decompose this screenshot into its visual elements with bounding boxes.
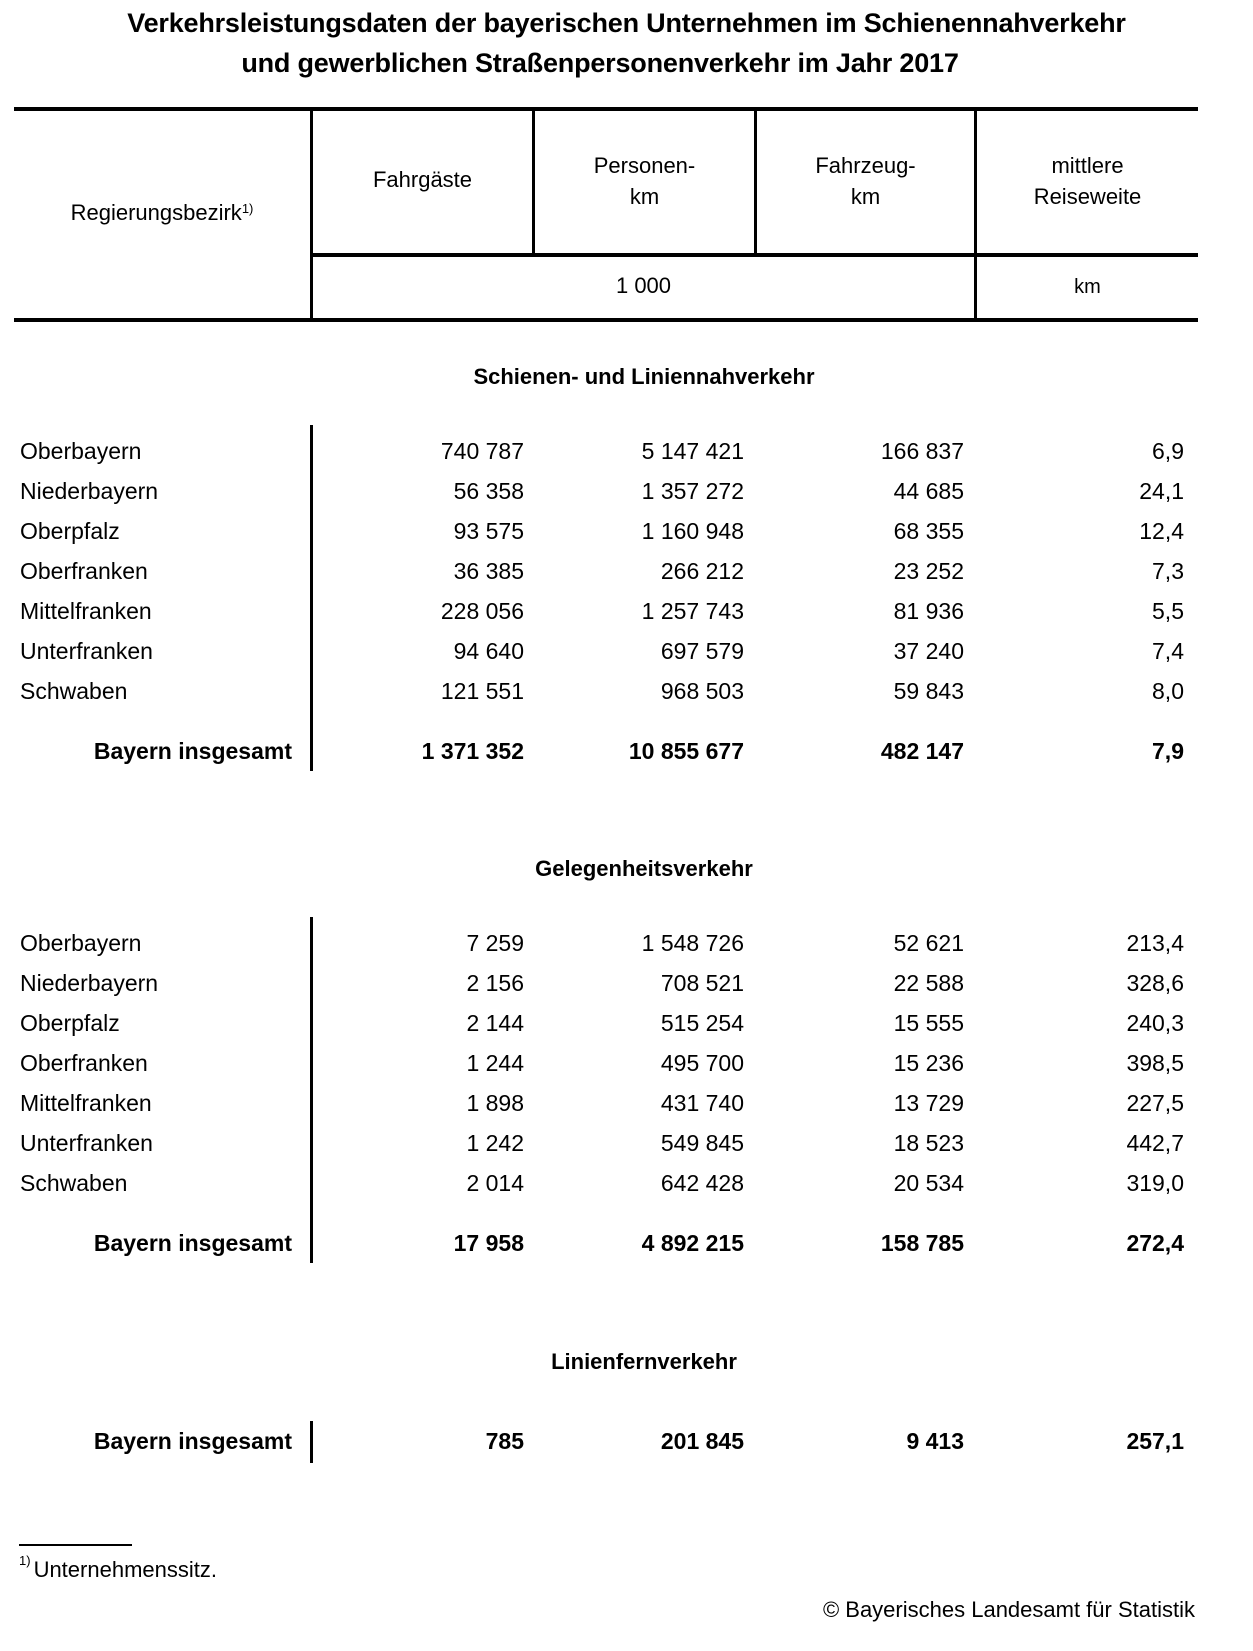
cell-fahrgaeste: 36 385: [453, 558, 524, 584]
cell-fahrzeug-km: 166 837: [880, 438, 964, 464]
footnote-rule: [19, 1544, 132, 1546]
document-title-line-1: Verkehrsleistungsdaten der bayerischen Unternehmen im Schienennahverkehr: [127, 8, 1126, 38]
table-row: [0, 518, 1253, 548]
cell-fahrzeug-km: 15 555: [893, 1010, 964, 1036]
row-label: Schwaben: [20, 678, 128, 704]
cell-fahrgaeste: 740 787: [440, 438, 524, 464]
cell-mittlere-reiseweite: 7,3: [1152, 558, 1184, 584]
cell-fahrzeug-km: 59 843: [893, 678, 964, 704]
cell-mittlere-reiseweite: 6,9: [1152, 438, 1184, 464]
cell-personen-km: 201 845: [660, 1428, 744, 1454]
cell-fahrzeug-km: 18 523: [893, 1130, 964, 1156]
cell-fahrzeug-km: 158 785: [880, 1230, 964, 1256]
cell-personen-km: 1 548 726: [641, 930, 744, 956]
table-row: [0, 1050, 1253, 1080]
cell-fahrgaeste: 785: [485, 1428, 524, 1454]
cell-mittlere-reiseweite: 24,1: [1139, 478, 1184, 504]
total-row: [0, 1230, 1253, 1260]
cell-mittlere-reiseweite: 398,5: [1126, 1050, 1184, 1076]
cell-mittlere-reiseweite: 272,4: [1126, 1230, 1184, 1256]
cell-fahrzeug-km: 482 147: [880, 738, 964, 764]
cell-personen-km: 1 357 272: [641, 478, 744, 504]
cell-personen-km: 642 428: [660, 1170, 744, 1196]
cell-personen-km: 515 254: [660, 1010, 744, 1036]
cell-mittlere-reiseweite: 328,6: [1126, 970, 1184, 996]
header-bottom-rule: [14, 318, 1198, 322]
cell-mittlere-reiseweite: 319,0: [1126, 1170, 1184, 1196]
cell-fahrzeug-km: 15 236: [893, 1050, 964, 1076]
table-row: [0, 1170, 1253, 1200]
header-col-3-line2: km: [850, 184, 881, 209]
cell-fahrgaeste: 2 156: [466, 970, 524, 996]
cell-fahrzeug-km: 22 588: [893, 970, 964, 996]
cell-fahrgaeste: 1 242: [466, 1130, 524, 1156]
cell-personen-km: 549 845: [660, 1130, 744, 1156]
cell-mittlere-reiseweite: 7,4: [1152, 638, 1184, 664]
cell-personen-km: 968 503: [660, 678, 744, 704]
cell-fahrzeug-km: 44 685: [893, 478, 964, 504]
table-row: [0, 930, 1253, 960]
row-label: Oberbayern: [20, 930, 142, 956]
table-row: [0, 598, 1253, 628]
row-label: Unterfranken: [20, 638, 153, 664]
cell-mittlere-reiseweite: 12,4: [1139, 518, 1184, 544]
table-row: [0, 478, 1253, 508]
cell-personen-km: 5 147 421: [641, 438, 744, 464]
row-label: Oberpfalz: [20, 518, 120, 544]
unit-thousand: 1 000: [615, 273, 672, 298]
cell-fahrzeug-km: 37 240: [893, 638, 964, 664]
unit-km: km: [1074, 276, 1101, 298]
copyright: © Bayerisches Landesamt für Statistik: [822, 1597, 1195, 1622]
table-row: [0, 438, 1253, 468]
section-title: Schienen- und Liniennahverkehr: [473, 364, 815, 389]
cell-mittlere-reiseweite: 442,7: [1126, 1130, 1184, 1156]
cell-fahrgaeste: 2 144: [466, 1010, 524, 1036]
cell-mittlere-reiseweite: 257,1: [1126, 1428, 1184, 1454]
cell-fahrgaeste: 17 958: [453, 1230, 524, 1256]
row-label: Niederbayern: [20, 970, 159, 996]
cell-fahrzeug-km: 9 413: [906, 1428, 964, 1454]
cell-fahrgaeste: 1 244: [466, 1050, 524, 1076]
table-row: [0, 970, 1253, 1000]
row-label: Mittelfranken: [20, 1090, 152, 1116]
footnote-marker: 1): [19, 1553, 31, 1568]
cell-personen-km: 266 212: [660, 558, 744, 584]
cell-fahrgaeste: 56 358: [453, 478, 524, 504]
cell-fahrgaeste: 94 640: [453, 638, 524, 664]
table-row: [0, 1130, 1253, 1160]
document-title-line-2: und gewerblichen Straßenpersonenverkehr im Jahr 2017: [241, 48, 959, 78]
cell-mittlere-reiseweite: 5,5: [1152, 598, 1184, 624]
header-col-personen-km: [535, 150, 754, 212]
cell-personen-km: 431 740: [660, 1090, 744, 1116]
cell-fahrzeug-km: 68 355: [893, 518, 964, 544]
header-col-4-line1: mittlere: [1051, 153, 1124, 178]
header-col-reiseweite: [977, 150, 1198, 212]
row-label: Bayern insgesamt: [93, 1428, 292, 1454]
cell-personen-km: 10 855 677: [628, 738, 744, 764]
cell-personen-km: 697 579: [660, 638, 744, 664]
header-col-1-line1: Fahrgäste: [372, 167, 473, 192]
cell-fahrzeug-km: 81 936: [893, 598, 964, 624]
footnote-text: Unternehmenssitz.: [33, 1557, 217, 1582]
cell-fahrgaeste: 228 056: [440, 598, 524, 624]
cell-fahrgaeste: 7 259: [466, 930, 524, 956]
cell-fahrzeug-km: 52 621: [893, 930, 964, 956]
cell-mittlere-reiseweite: 7,9: [1152, 738, 1184, 764]
cell-mittlere-reiseweite: 227,5: [1126, 1090, 1184, 1116]
cell-fahrgaeste: 1 898: [466, 1090, 524, 1116]
cell-fahrgaeste: 1 371 352: [421, 738, 524, 764]
table-top-rule: [14, 107, 1198, 111]
header-col-fahrgaeste: [313, 164, 532, 195]
footnote-marker: 1): [241, 201, 254, 216]
cell-mittlere-reiseweite: 8,0: [1152, 678, 1184, 704]
header-row-label-text: Regierungsbezirk: [70, 200, 242, 225]
table-row: [0, 678, 1253, 708]
cell-personen-km: 495 700: [660, 1050, 744, 1076]
cell-personen-km: 1 257 743: [641, 598, 744, 624]
cell-fahrgaeste: 2 014: [466, 1170, 524, 1196]
row-label: Bayern insgesamt: [93, 1230, 292, 1256]
section-title: Gelegenheitsverkehr: [535, 856, 753, 881]
row-label: Oberbayern: [20, 438, 142, 464]
cell-mittlere-reiseweite: 240,3: [1126, 1010, 1184, 1036]
cell-personen-km: 4 892 215: [641, 1230, 744, 1256]
total-row: [0, 738, 1253, 768]
cell-personen-km: 1 160 948: [641, 518, 744, 544]
table-row: [0, 558, 1253, 588]
cell-fahrgaeste: 121 551: [440, 678, 524, 704]
header-col-fahrzeug-km: [757, 150, 974, 212]
footnote: [19, 1553, 217, 1583]
cell-fahrzeug-km: 20 534: [893, 1170, 964, 1196]
row-label: Unterfranken: [20, 1130, 153, 1156]
row-label: Niederbayern: [20, 478, 159, 504]
cell-fahrzeug-km: 23 252: [893, 558, 964, 584]
total-row: [0, 1428, 1253, 1458]
table-row: [0, 1010, 1253, 1040]
row-label: Oberpfalz: [20, 1010, 120, 1036]
cell-fahrgaeste: 93 575: [453, 518, 524, 544]
row-label: Mittelfranken: [20, 598, 152, 624]
header-col-2-line1: Personen-: [593, 153, 696, 178]
row-label: Schwaben: [20, 1170, 128, 1196]
row-label: Oberfranken: [20, 1050, 148, 1076]
cell-personen-km: 708 521: [660, 970, 744, 996]
cell-mittlere-reiseweite: 213,4: [1126, 930, 1184, 956]
section-title: Linienfernverkehr: [551, 1349, 737, 1374]
header-col-3-line1: Fahrzeug-: [815, 153, 916, 178]
table-row: [0, 1090, 1253, 1120]
cell-fahrzeug-km: 13 729: [893, 1090, 964, 1116]
table-row: [0, 638, 1253, 668]
header-row-label: [14, 197, 310, 228]
row-label: Oberfranken: [20, 558, 148, 584]
header-col-4-line2: Reiseweite: [1033, 184, 1142, 209]
header-col-2-line2: km: [629, 184, 660, 209]
row-label: Bayern insgesamt: [93, 738, 292, 764]
